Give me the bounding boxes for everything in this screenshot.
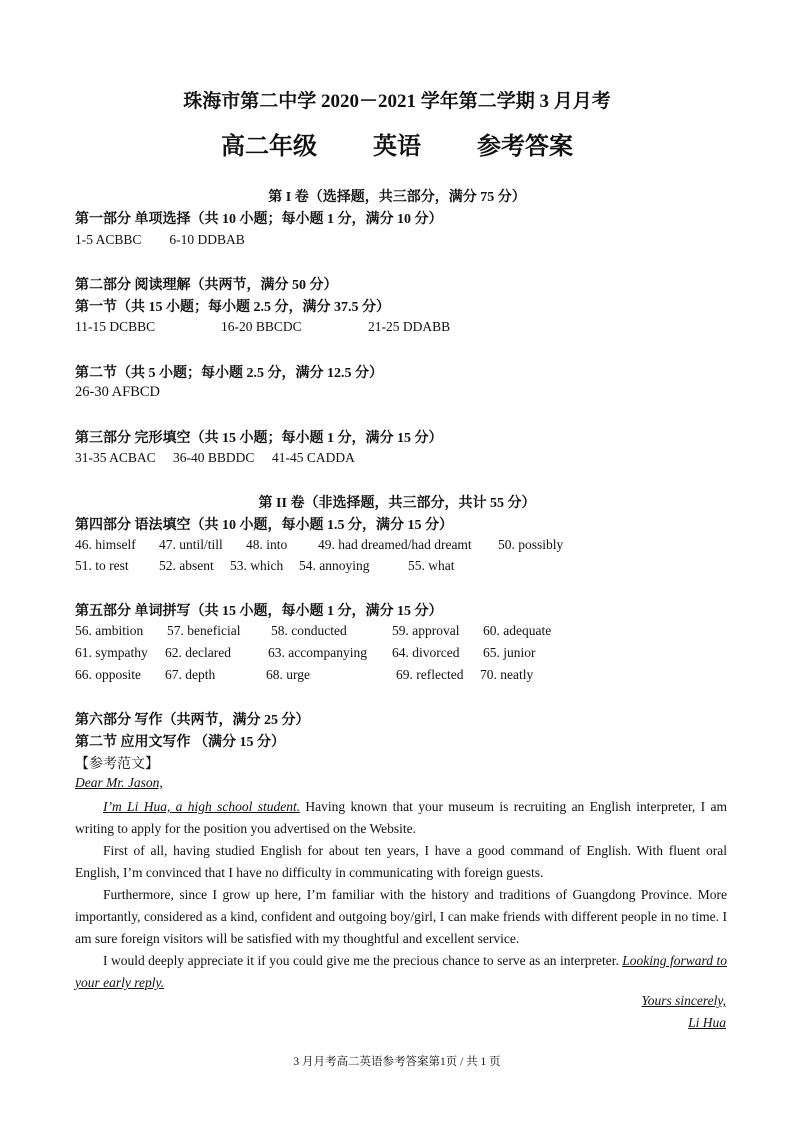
answer-item: 47. until/till (159, 537, 223, 552)
answer-group: 31-35 ACBAC (75, 450, 156, 465)
answer-group: 16-20 BBCDC (221, 319, 302, 334)
answer-item: 57. beneficial (167, 623, 241, 638)
part1-answers (75, 232, 245, 248)
part3-heading: 第三部分 完形填空（共 15 小题；每小题 1 分，满分 15 分） (75, 431, 443, 446)
volume1-heading: 第 I 卷（选择题，共三部分，满分 75 分） (268, 190, 526, 205)
answer-item: 69. reflected (396, 667, 464, 682)
underlined-sentence: Looking forward to your early reply. (75, 953, 727, 990)
part5-heading: 第五部分 单词拼写（共 15 小题，每小题 1 分，满分 15 分） (75, 604, 443, 619)
answer-item: 61. sympathy (75, 645, 148, 660)
answer-group: 26-30 AFBCD (75, 384, 161, 400)
doc-subtitle (0, 126, 794, 161)
answer-item: 51. to rest (75, 558, 129, 573)
page-footer: 3 月月考高二英语参考答案第1页 / 共 1 页 (293, 1056, 501, 1068)
exam-title: 珠海市第二中学 2020－2021 学年第二学期 3 月月考 (183, 91, 611, 112)
answer-item: 62. declared (165, 645, 231, 660)
part2-section1-heading: 第一节（共 15 小题；每小题 2.5 分，满分 37.5 分） (75, 300, 390, 315)
essay-paragraph: First of all, having studied English for about ten years, I have a good command of English. With fluent oral English, I’m convinced that I have no difficulty in communicating with foreign guests. (75, 843, 727, 880)
answer-group: 21-25 DDABB (368, 319, 451, 334)
answer-item: 56. ambition (75, 623, 144, 638)
answer-item: 55. what (408, 558, 455, 573)
answer-group: 41-45 CADDA (272, 450, 355, 465)
volume2-heading: 第 II 卷（非选择题，共三部分，共计 55 分） (258, 496, 536, 511)
answer-item: 66. opposite (75, 667, 141, 682)
sample-label: 【参考范文】 (75, 757, 159, 772)
subject-label: 英语 (373, 134, 421, 160)
part6-heading: 第六部分 写作（共两节，满分 25 分） (75, 713, 310, 728)
answer-item: 59. approval (392, 623, 460, 638)
answer-group: 6-10 DDBAB (169, 232, 245, 247)
sample-essay (75, 796, 727, 994)
answer-group: 36-40 BBDDC (173, 450, 255, 465)
part6-section2-heading: 第二节 应用文写作 （满分 15 分） (75, 735, 285, 750)
answer-item: 49. had dreamed/had dreamt (318, 537, 472, 552)
doc-type-label: 参考答案 (477, 134, 573, 160)
part2-heading: 第二部分 阅读理解（共两节，满分 50 分） (75, 278, 338, 293)
answer-group: 11-15 DCBBC (75, 319, 156, 334)
answer-item: 65. junior (483, 645, 536, 660)
underlined-sentence: I’m Li Hua, a high school student. (103, 799, 301, 814)
answer-item: 52. absent (159, 558, 214, 573)
grade-label: 高二年级 (221, 134, 317, 160)
answer-item: 63. accompanying (268, 645, 367, 660)
letter-closing: Yours sincerely, (641, 993, 726, 1008)
part2-section2-heading: 第二节（共 5 小题；每小题 2.5 分，满分 12.5 分） (75, 366, 383, 381)
essay-paragraph: Furthermore, since I grow up here, I’m familiar with the history and traditions of Guangdong Province. More importantly, considered as a kind, confident and outgoing boy/girl, I can make friends with different people in no time. I am sure foreign visitors will be satisfied with my thoughtful and excellent service. (75, 887, 727, 946)
answer-item: 48. into (246, 537, 288, 552)
letter-salutation: Dear Mr. Jason, (75, 775, 163, 790)
answer-item: 68. urge (266, 667, 310, 682)
answer-item: 70. neatly (480, 667, 534, 682)
essay-paragraph: I would deeply appreciate it if you could give me the precious chance to serve as an interpreter. Looking forward to your early reply. (75, 953, 727, 990)
answer-item: 53. which (230, 558, 284, 573)
answer-item: 67. depth (165, 667, 216, 682)
answer-item: 64. divorced (392, 645, 460, 660)
answer-item: 50. possibly (498, 537, 564, 552)
letter-signature: Li Hua (688, 1015, 726, 1030)
part1-heading: 第一部分 单项选择（共 10 小题；每小题 1 分，满分 10 分） (75, 212, 443, 227)
answer-group: 1-5 ACBBC (75, 232, 142, 247)
answer-item: 58. conducted (271, 623, 347, 638)
part4-heading: 第四部分 语法填空（共 10 小题，每小题 1.5 分，满分 15 分） (75, 518, 453, 533)
essay-paragraph: I’m Li Hua, a high school student. Having known that your museum is recruiting an English interpreter, I am writing to apply for the position you advertised on the Website. (75, 799, 727, 836)
answer-item: 60. adequate (483, 623, 552, 638)
answer-item: 46. himself (75, 537, 136, 552)
answer-item: 54. annoying (299, 558, 370, 573)
